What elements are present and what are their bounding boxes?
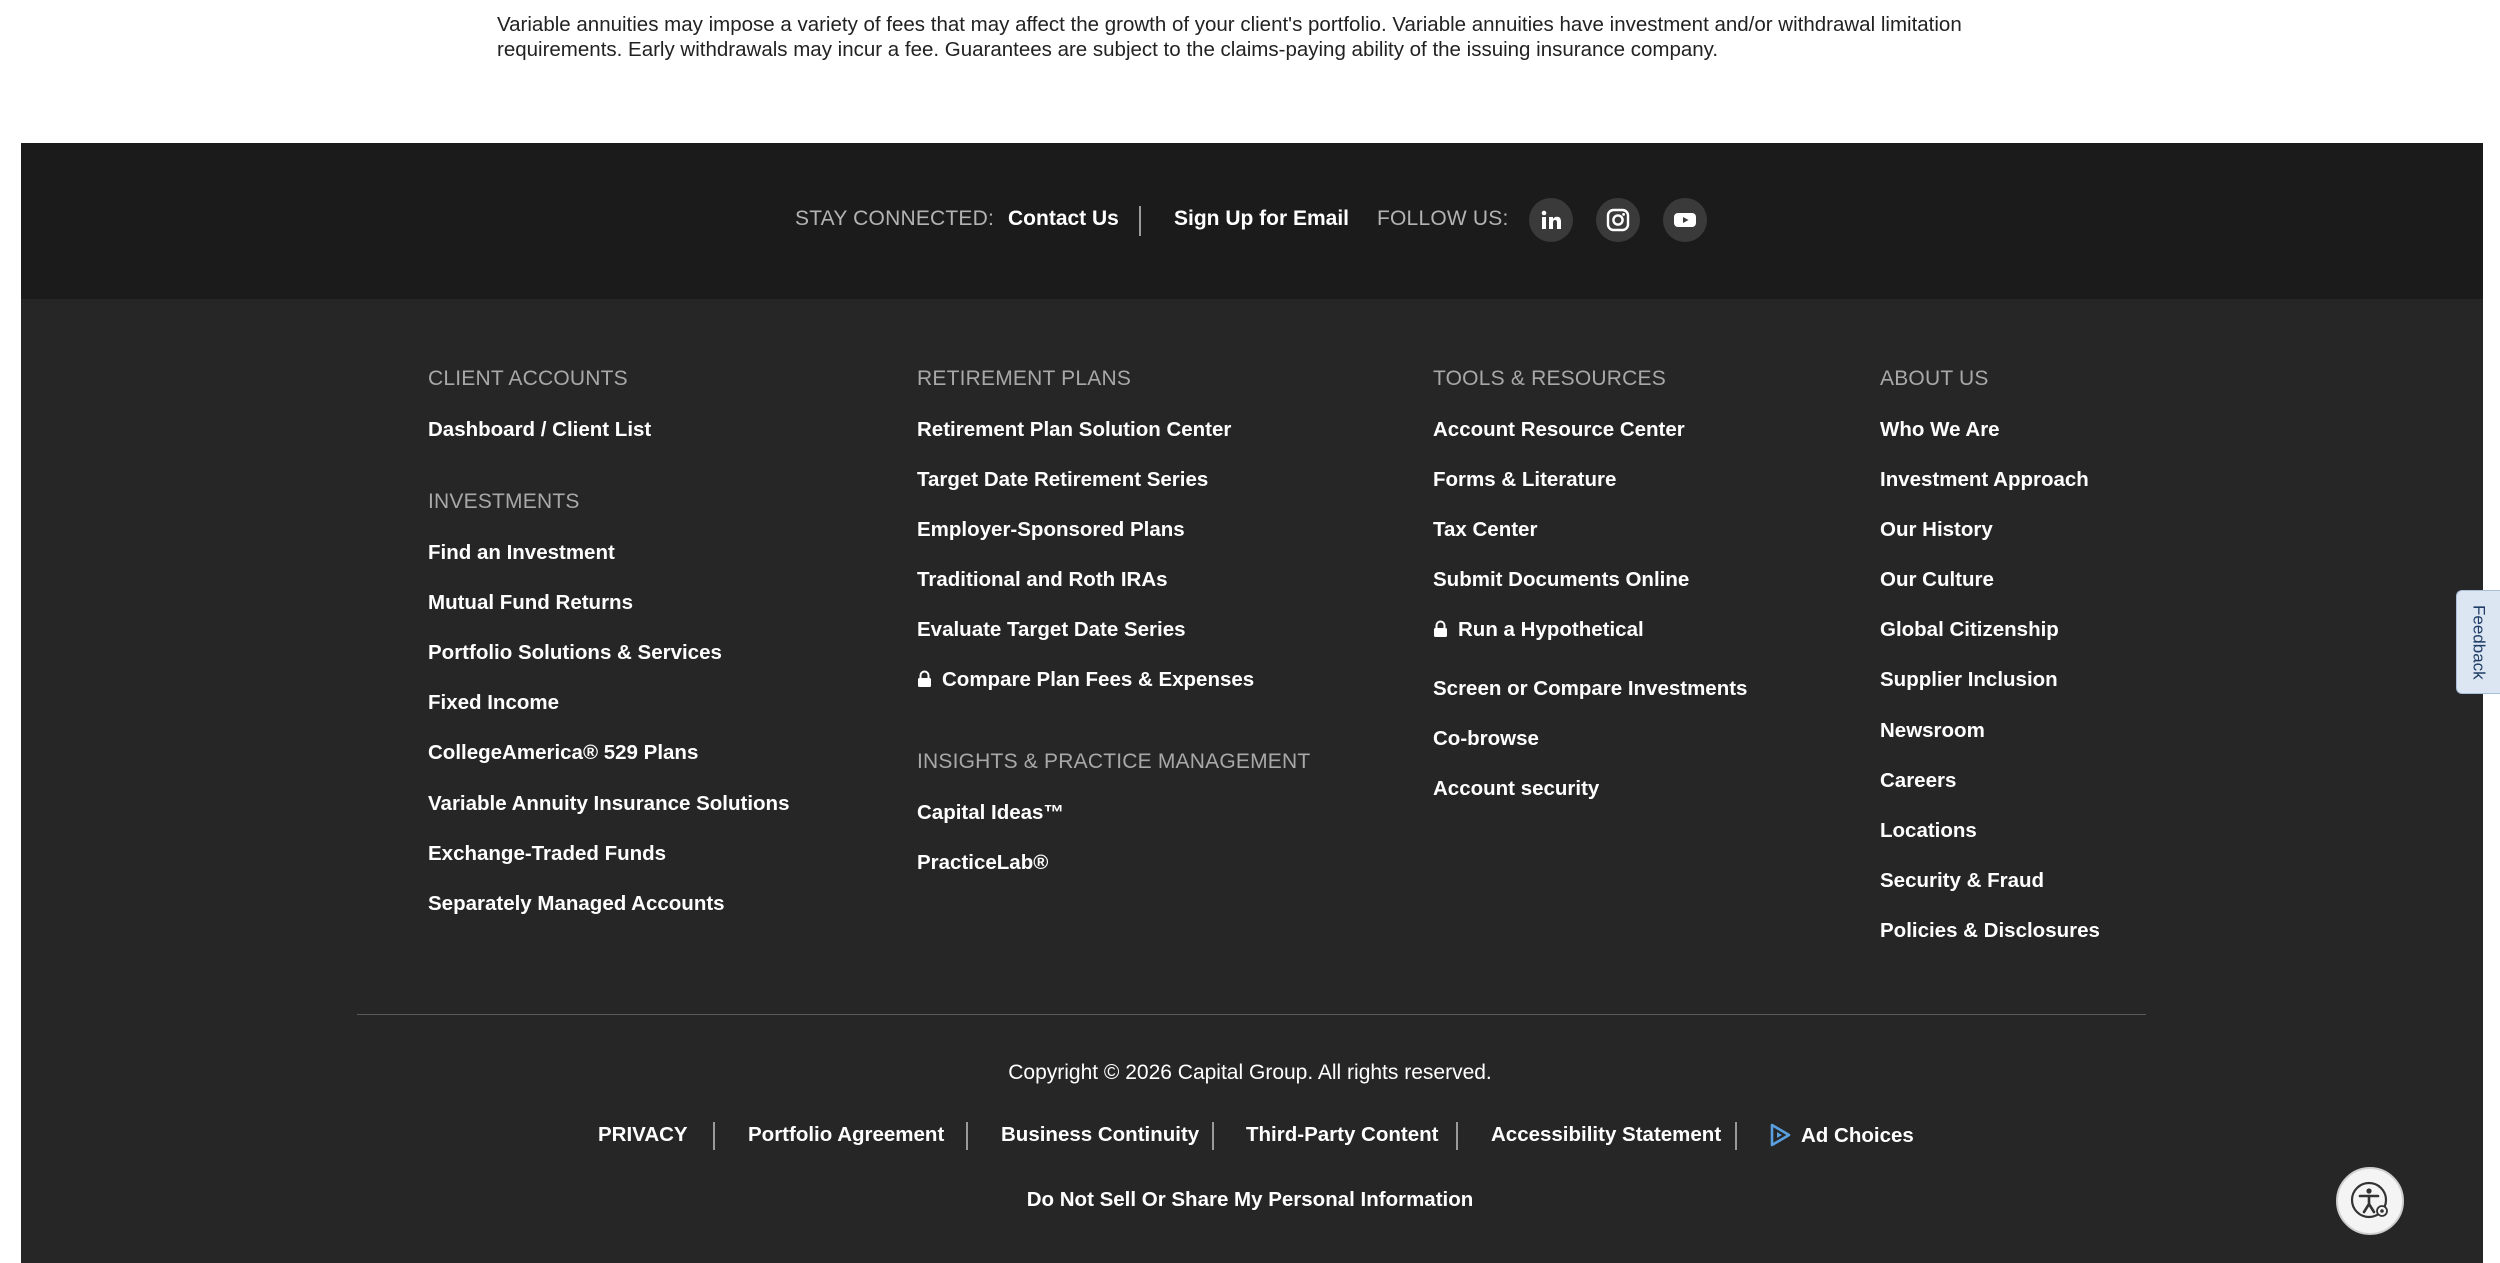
footer-divider [357,1014,2146,1015]
contact-us-link[interactable]: Contact Us [1008,207,1119,230]
footer-link[interactable]: Submit Documents Online [1433,568,1690,591]
copyright-text: Copyright © 2026 Capital Group. All rights reserved. [1008,1061,1492,1084]
footer-link-label: Compare Plan Fees & Expenses [942,668,1255,691]
disclaimer-text: Variable annuities may impose a variety of fees that may affect the growth of your client's portfolio. Variable annuities have investment and/or withdrawal limitation requirements. Early withdrawals may incur a fee. Guarantees are subject to the claims-paying ability of the issuing insurance company. [497,13,1962,61]
footer-link[interactable]: Separately Managed Accounts [428,892,725,915]
footer-link[interactable]: Mutual Fund Returns [428,591,633,614]
footer-link[interactable]: Variable Annuity Insurance Solutions [428,792,790,815]
footer-link[interactable]: Global Citizenship [1880,618,2059,641]
about-us-heading: ABOUT US [1880,367,1989,390]
footer-link[interactable]: Who We Are [1880,418,2000,441]
footer-link[interactable]: Forms & Literature [1433,468,1617,491]
divider [713,1122,715,1150]
ad-choices-label: Ad Choices [1801,1124,1914,1147]
footer-link[interactable]: Careers [1880,769,1957,792]
third-party-content-link[interactable]: Third-Party Content [1246,1123,1439,1146]
footer-link[interactable]: Newsroom [1880,719,1985,742]
footer-link[interactable]: Dashboard / Client List [428,418,652,441]
footer-link[interactable]: Retirement Plan Solution Center [917,418,1232,441]
feedback-tab[interactable] [2456,590,2500,694]
do-not-sell-link[interactable]: Do Not Sell Or Share My Personal Information [1026,1188,1474,1211]
footer-link[interactable]: Security & Fraud [1880,869,2045,892]
footer-link[interactable]: Exchange-Traded Funds [428,842,667,865]
lock-icon [1433,620,1448,638]
divider [1456,1122,1458,1150]
footer-link[interactable]: Portfolio Solutions & Services [428,641,722,664]
footer-link[interactable]: Fixed Income [428,691,560,714]
footer-link[interactable]: Policies & Disclosures [1880,919,2100,942]
footer-link[interactable]: Target Date Retirement Series [917,468,1209,491]
accessibility-statement-link[interactable]: Accessibility Statement [1491,1123,1722,1146]
run-hypothetical-link[interactable] [1433,618,1644,642]
footer-link[interactable]: Our Culture [1880,568,1994,591]
client-accounts-heading: CLIENT ACCOUNTS [428,367,628,390]
footer-link[interactable]: Account security [1433,777,1600,800]
footer-link[interactable]: Evaluate Target Date Series [917,618,1186,641]
retirement-plans-heading: RETIREMENT PLANS [917,367,1132,390]
footer-link[interactable]: Capital Ideas™ [917,801,1064,824]
accessibility-button[interactable] [2336,1167,2404,1235]
ad-choices-icon [1769,1123,1791,1147]
footer-link[interactable]: Employer-Sponsored Plans [917,518,1185,541]
accessibility-icon [2348,1179,2392,1223]
divider [966,1122,968,1150]
footer-link-label: Run a Hypothetical [1458,618,1644,641]
footer-link[interactable]: Investment Approach [1880,468,2089,491]
youtube-icon[interactable] [1663,198,1707,242]
linkedin-icon[interactable] [1529,198,1573,242]
tools-resources-heading: TOOLS & RESOURCES [1433,367,1666,390]
divider [1212,1122,1214,1150]
footer-link[interactable]: Co-browse [1433,727,1539,750]
investments-heading: INVESTMENTS [428,490,580,513]
insights-heading: INSIGHTS & PRACTICE MANAGEMENT [917,750,1311,773]
footer-link[interactable]: Account Resource Center [1433,418,1685,441]
feedback-label: Feedback [2469,604,2489,680]
footer-link[interactable]: Find an Investment [428,541,615,564]
footer-link[interactable]: Our History [1880,518,1993,541]
footer-link[interactable]: CollegeAmerica® 529 Plans [428,741,699,764]
business-continuity-link[interactable]: Business Continuity [1001,1123,1200,1146]
footer-link[interactable]: Traditional and Roth IRAs [917,568,1168,591]
portfolio-agreement-link[interactable]: Portfolio Agreement [748,1123,945,1146]
compare-plan-fees-link[interactable] [917,668,1254,692]
footer-link[interactable]: Locations [1880,819,1977,842]
sign-up-email-link[interactable]: Sign Up for Email [1174,207,1350,230]
footer-link[interactable]: Screen or Compare Investments [1433,677,1748,700]
divider [1735,1122,1737,1150]
footer-link[interactable]: PracticeLab® [917,851,1049,874]
footer-link[interactable]: Tax Center [1433,518,1538,541]
footer-link[interactable]: Supplier Inclusion [1880,668,2058,691]
ad-choices-link[interactable] [1769,1123,1914,1148]
instagram-icon[interactable] [1596,198,1640,242]
follow-us-label: FOLLOW US: [1377,207,1509,230]
privacy-link[interactable]: PRIVACY [598,1123,688,1146]
divider [1139,206,1141,236]
lock-icon [917,670,932,688]
stay-connected-label: STAY CONNECTED: [795,207,995,230]
footer-main [21,299,2483,1263]
